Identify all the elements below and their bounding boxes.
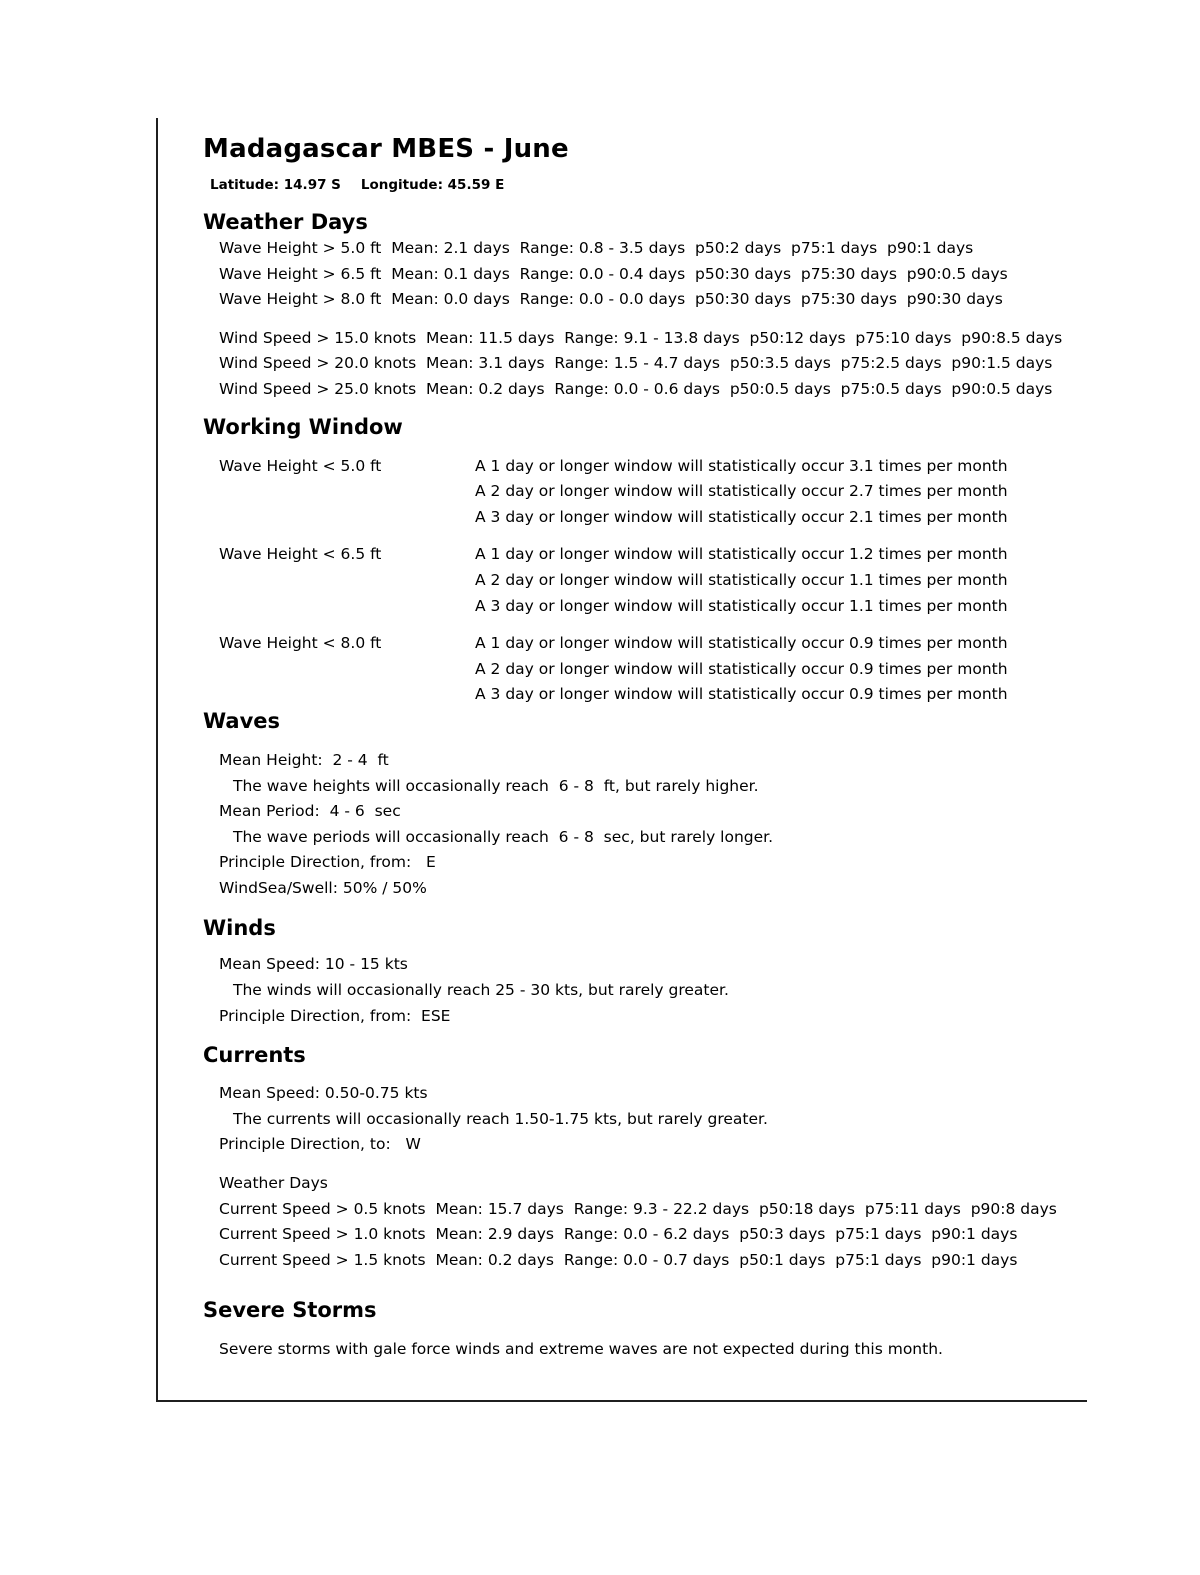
working-window-block — [219, 631, 1153, 708]
wave-direction-line: Principle Direction, from: E — [219, 853, 436, 872]
window-statistic-line: A 2 day or longer window will statistically occur 0.9 times per month — [475, 659, 1008, 678]
window-statistics — [475, 542, 1008, 619]
latitude-value: Latitude: 14.97 S — [210, 177, 341, 193]
window-statistic-line: A 1 day or longer window will statistically occur 3.1 times per month — [475, 456, 1008, 475]
current-speed-note: The currents will occasionally reach 1.50-1.75 kts, but rarely greater. — [233, 1109, 768, 1128]
working-window-heading: Working Window — [203, 414, 403, 439]
winds-section-body — [219, 952, 1153, 1029]
waves-heading: Waves — [203, 708, 281, 733]
wave-period-note: The wave periods will occasionally reach 6 - 8 sec, but rarely longer. — [233, 827, 774, 846]
window-statistic-line: A 1 day or longer window will statistically occur 1.2 times per month — [475, 545, 1008, 564]
wind-speed-note: The winds will occasionally reach 25 - 30 kts, but rarely greater. — [233, 981, 729, 1000]
wind-mean-speed-line: Mean Speed: 10 - 15 kts — [219, 955, 408, 974]
current-weather-days-rows — [219, 1171, 1153, 1273]
current-weather-days-label: Weather Days — [219, 1174, 328, 1193]
mean-height-line: Mean Height: 2 - 4 ft — [219, 750, 389, 769]
table-row: Wind Speed > 20.0 knots Mean: 3.1 days Range: 1.5 - 4.7 days p50:3.5 days p75:2.5 days p90:1.5 days — [219, 354, 1053, 373]
page-bottom-divider — [156, 1400, 1087, 1402]
current-direction-line: Principle Direction, to: W — [219, 1135, 421, 1154]
report-page — [203, 0, 1153, 1363]
longitude-value: Longitude: 45.59 E — [360, 177, 505, 193]
windsea-swell-line: WindSea/Swell: 50% / 50% — [219, 878, 427, 897]
wave-height-note: The wave heights will occasionally reach 6 - 8 ft, but rarely higher. — [233, 776, 759, 795]
table-row: Current Speed > 0.5 knots Mean: 15.7 days Range: 9.3 - 22.2 days p50:18 days p75:11 days p90:8 days — [219, 1199, 1057, 1218]
working-window-block — [219, 454, 1153, 531]
currents-heading: Currents — [203, 1043, 306, 1068]
wave-height-weather-rows — [219, 236, 1153, 313]
page-left-border — [156, 118, 158, 1402]
currents-section-body — [219, 1081, 1153, 1158]
wave-height-threshold-label: Wave Height < 5.0 ft — [219, 456, 382, 475]
window-statistic-line: A 3 day or longer window will statistically occur 0.9 times per month — [475, 685, 1008, 704]
table-row: Wind Speed > 15.0 knots Mean: 11.5 days Range: 9.1 - 13.8 days p50:12 days p75:10 days p90:8.5 days — [219, 328, 1063, 347]
window-statistic-line: A 2 day or longer window will statistically occur 2.7 times per month — [475, 482, 1008, 501]
table-row: Wave Height > 5.0 ft Mean: 2.1 days Range: 0.8 - 3.5 days p50:2 days p75:1 days p90:1 days — [219, 239, 974, 257]
window-statistic-line: A 1 day or longer window will statistically occur 0.9 times per month — [475, 634, 1008, 653]
table-row: Current Speed > 1.5 knots Mean: 0.2 days Range: 0.0 - 0.7 days p50:1 days p75:1 days p90:1 days — [219, 1250, 1018, 1269]
window-statistics — [475, 454, 1008, 531]
mean-period-line: Mean Period: 4 - 6 sec — [219, 802, 401, 821]
window-statistics — [475, 631, 1008, 708]
table-row: Current Speed > 1.0 knots Mean: 2.9 days Range: 0.0 - 6.2 days p50:3 days p75:1 days p90:1 days — [219, 1225, 1018, 1244]
working-window-block — [219, 542, 1153, 619]
coordinates — [210, 177, 1153, 193]
wind-speed-weather-rows — [219, 326, 1153, 403]
severe-storms-text: Severe storms with gale force winds and extreme waves are not expected during this month. — [219, 1340, 943, 1359]
table-row: Wind Speed > 25.0 knots Mean: 0.2 days Range: 0.0 - 0.6 days p50:0.5 days p75:0.5 days p90:0.5 days — [219, 379, 1053, 398]
current-mean-speed-line: Mean Speed: 0.50-0.75 kts — [219, 1084, 428, 1103]
window-statistic-line: A 3 day or longer window will statistically occur 1.1 times per month — [475, 596, 1008, 615]
waves-section-body — [219, 748, 1153, 902]
table-row: Wave Height > 8.0 ft Mean: 0.0 days Range: 0.0 - 0.0 days p50:30 days p75:30 days p90:30 days — [219, 290, 1003, 309]
winds-heading: Winds — [203, 916, 276, 941]
wind-direction-line: Principle Direction, from: ESE — [219, 1006, 451, 1025]
window-statistic-line: A 3 day or longer window will statistically occur 2.1 times per month — [475, 507, 1008, 526]
wave-height-threshold-label: Wave Height < 8.0 ft — [219, 634, 382, 653]
wave-height-threshold-label: Wave Height < 6.5 ft — [219, 545, 382, 564]
weather-days-heading: Weather Days — [203, 210, 368, 234]
severe-storms-heading: Severe Storms — [203, 1298, 377, 1323]
window-statistic-line: A 2 day or longer window will statistically occur 1.1 times per month — [475, 570, 1008, 589]
table-row: Wave Height > 6.5 ft Mean: 0.1 days Range: 0.0 - 0.4 days p50:30 days p75:30 days p90:0.5 days — [219, 264, 1008, 283]
page-title: Madagascar MBES - June — [203, 134, 569, 164]
